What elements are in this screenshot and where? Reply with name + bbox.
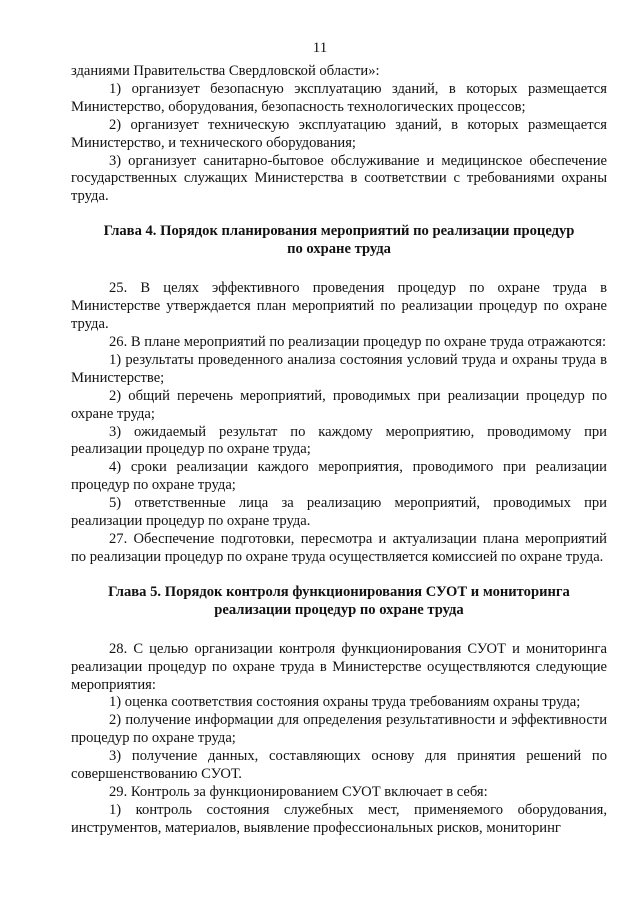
paragraph: 3) организует санитарно-бытовое обслуживание и медицинское обеспечение государственных служащих Министерства в соответствии с требованиями охраны труда. <box>71 152 607 205</box>
paragraph: 3) получение данных, составляющих основу для принятия решений по совершенствованию СУОТ. <box>71 748 607 783</box>
chapter-5-heading <box>71 583 607 619</box>
chapter-4-heading <box>71 222 607 258</box>
paragraph: 27. Обеспечение подготовки, пересмотра и актуализации плана мероприятий по реализации процедур по охране труда осуществляется комиссией по охране труда. <box>71 530 607 565</box>
chapter-4-title-line-1: Глава 4. Порядок планирования мероприятий по реализации процедур <box>103 223 575 240</box>
paragraph: 1) оценка соответствия состояния охраны труда требованиям охраны труда; <box>109 694 581 711</box>
paragraph: 1) организует безопасную эксплуатацию зданий, в которых размещается Министерство, оборудования, безопасность технологических процессов; <box>71 80 607 115</box>
paragraph: 2) общий перечень мероприятий, проводимых при реализации процедур по охране труда; <box>71 387 607 422</box>
paragraph: 1) результаты проведенного анализа состояния условий труда и охраны труда в Министерстве; <box>71 351 607 386</box>
paragraph: зданиями Правительства Свердловской области»: <box>71 63 380 79</box>
paragraph: 26. В плане мероприятий по реализации процедур по охране труда отражаются: <box>109 333 607 350</box>
document-body <box>71 63 607 838</box>
paragraph: 29. Контроль за функционированием СУОТ включает в себя: <box>109 784 488 800</box>
paragraph: 2) организует техническую эксплуатацию зданий, в которых размещается Министерство, и технического оборудования; <box>71 116 607 151</box>
paragraph: 28. С целью организации контроля функционирования СУОТ и мониторинга реализации процедур по охране труда в Министерстве осуществляются следующие мероприятия: <box>71 640 607 693</box>
paragraph: 4) сроки реализации каждого мероприятия, проводимого при реализации процедур по охране труда; <box>71 459 607 494</box>
paragraph: 1) контроль состояния служебных мест, применяемого оборудования, инструментов, материалов, выявление профессиональных рисков, мониторинг <box>71 801 607 836</box>
page-number: 11 <box>312 40 328 56</box>
paragraph: 3) ожидаемый результат по каждому мероприятию, проводимому при реализации процедур по охране труда; <box>71 423 607 458</box>
paragraph: 25. В целях эффективного проведения процедур по охране труда в Министерстве утверждается план мероприятий по реализации процедур по охране труда. <box>71 280 607 333</box>
chapter-4-title-line-2: по охране труда <box>287 241 391 258</box>
chapter-5-title-line-1: Глава 5. Порядок контроля функционирования СУОТ и мониторинга <box>108 583 570 600</box>
chapter-5-title-line-2: реализации процедур по охране труда <box>214 601 464 618</box>
paragraph: 5) ответственные лица за реализацию мероприятий, проводимых при реализации процедур по охране труда. <box>71 495 607 530</box>
paragraph: 2) получение информации для определения результативности и эффективности процедур по охране труда; <box>71 712 607 747</box>
